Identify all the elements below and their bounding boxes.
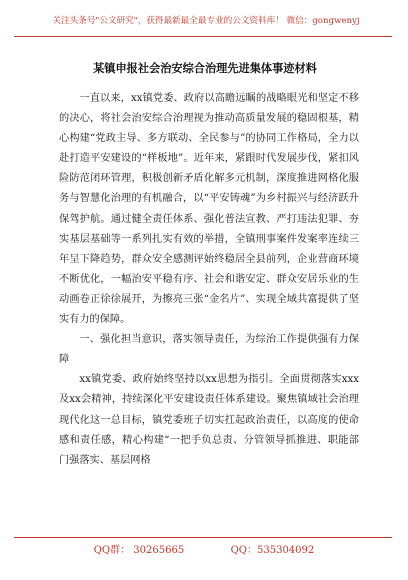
header-banner: 关注头条号"公文研究"，获得最新最全最专业的公文资料库！ 微信：gongwenyj bbox=[52, 16, 360, 26]
section-1-paragraph: xx镇党委、政府始终坚持以xx思想为指引。全面贯彻落实xxx及xx会精神，持续深化平安建设责任体系建设。聚焦镇域社会治理现代化这一总目标，镇党委班子切实扛起政治责任，以高度的使命感和责任感，精心构建“一把手负总责、分管领导抓推进、职能部门强落实、基层网格 bbox=[59, 374, 359, 466]
intro-paragraph: 一直以来，xx镇党委、政府以高瞻远瞩的战略眼光和坚定不移的决心，将社会治安综合治理视为推动高质量发展的稳固根基，精心构建“党政主导、多方联动、全民参与”的协同工作格局，全力以赴打造平安建设的“样板地”。近年来，紧跟时代发展步伐，紧扣风险防范闭环管理，积极创新矛盾化解多元机制，深度推进网格化服务与智慧化治理的有机融合，以“平安铸魂”为乡村振兴与经济跃升保驾护航。通过健全责任体系、强化普法宣教、严打违法犯罪、夯实基层基础等一系列扎实有效的举措，全镇刑事案件发案率连续三年呈下降趋势，群众安全感测评始终稳居全县前列，企业营商环境不断优化，一幅治安平稳有序、社会和谐安定、群众安居乐业的生动画卷正徐徐展开，为擦亮三张“金名片”、实现全域共富提供了坚实有力的保障。 bbox=[59, 93, 359, 326]
footer-divider bbox=[14, 537, 392, 538]
footer-qq-number: QQ：535304092 bbox=[230, 545, 315, 556]
header-divider bbox=[14, 36, 392, 37]
document-title: 某镇申报社会治安综合治理先进集体事迹材料 bbox=[93, 61, 317, 75]
document-body bbox=[59, 89, 359, 471]
section-heading-1: 一、强化担当意识，落实领导责任，为综治工作提供强有力保障 bbox=[59, 334, 359, 366]
footer-qq-group: QQ群： 30265665 bbox=[93, 545, 185, 556]
footer-contacts bbox=[0, 541, 408, 556]
